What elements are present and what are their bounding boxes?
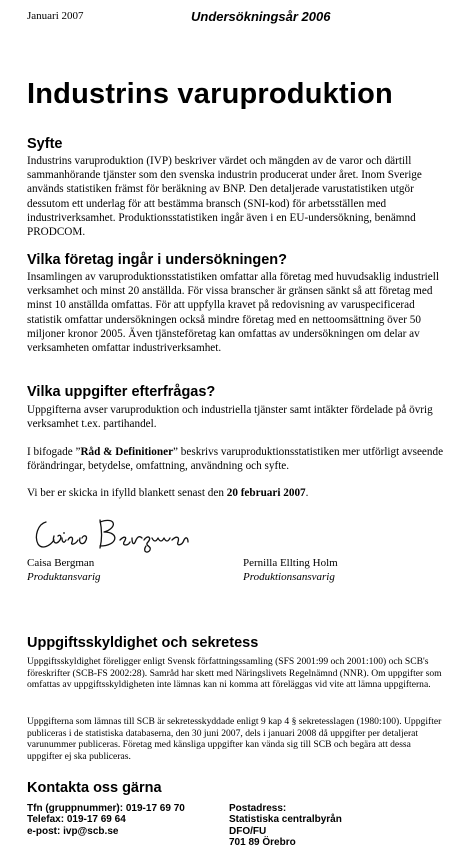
contact-email: e-post: ivp@scb.se xyxy=(27,825,119,837)
skyldighet-text-2: Uppgifterna som lämnas till SCB är sekretesskyddade enligt 9 kap 4 § sekretesslagen (1980:100). Uppgifter publiceras i de statistiska databaserna, den 30 juni 2007, dels i januari 2008 då uppgifter per detaljerat varunummer publiceras. Företag med känsliga uppgifter kan vända sig till SCB och begära att dessa uppgifter ej ska publiceras. xyxy=(27,716,442,762)
bifogade-post: ” beskrivs varuproduktionsstatistiken mer utförligt avseende förändringar, betydelse, omfattning, användning och syfte. xyxy=(27,446,444,473)
kontakt-heading: Kontakta oss gärna xyxy=(27,780,162,796)
contact-fax: Telefax: 019-17 69 64 xyxy=(27,814,126,826)
date-label: Januari 2007 xyxy=(27,10,84,22)
skyldighet-text-1: Uppgiftsskyldighet föreligger enligt Svensk författningssamling (SFS 2001:99 och 2001:100) och SCB's föreskrifter (SCB-FS 2002:28). Samråd har skett med Näringslivets Regelnämnd (NNR). Om uppgifter som omfattas av uppgiftsskyldigheten inte lämnas kan ni komma att föreläggas vid vite att lämna uppgifterna. xyxy=(27,656,442,691)
bifogade-text xyxy=(27,445,447,473)
deadline-text xyxy=(27,486,447,500)
signer-right-role: Produktionsansvarig xyxy=(243,571,335,583)
postal-org: Statistiska centralbyrån xyxy=(229,814,342,826)
rad-definitioner-ref: Råd & Definitioner xyxy=(80,446,174,458)
handwritten-signature xyxy=(32,512,192,554)
postal-city: 701 89 Örebro xyxy=(229,837,296,849)
uppgifter-text: Uppgifterna avser varuproduktion och industriella tjänster samt intäkter fördelade på övrig verksamhet t.ex. partihandel. xyxy=(27,404,433,431)
syfte-text: Industrins varuproduktion (IVP) beskriver värdet och mängden av de varor och därtill sammanhörande tjänster som den svenska industrin producerat under året. Inom Sverige används statistiken främst för beräkning av BNP. Den detaljerade varustatistiken utgör dessutom ett underlag för att bestämma bransch (SNI-kod) för arbetsställen med industriverksamhet. Produktionsstatistiken ingår även i en EU-undersökning, benämnd PRODCOM. xyxy=(27,155,422,239)
contact-right xyxy=(229,803,342,849)
deadline-post: . xyxy=(305,487,309,499)
contact-left xyxy=(27,803,185,837)
signer-left-name: Caisa Bergman xyxy=(27,557,95,569)
signer-right-name: Pernilla Ellting Holm xyxy=(243,557,338,569)
postal-address-label: Postadress: xyxy=(229,803,287,814)
deadline-date: 20 februari 2007 xyxy=(226,487,306,499)
foretag-text: Insamlingen av varuproduktionsstatistiken omfattar alla företag med huvudsaklig industriell verksamhet och minst 20 anställda. För vissa branscher är gränsen sänkt så att företag med minst 10 anställda omfattas. För att uppfylla kravet på redovisning av varuspecificerad statistik omfattar undersökningen också mindre företag med en nettoomsättning över 50 miljoner kronor 2005. Även tjänsteföretag kan omfattas av undersökningen om delar av verksamheten omfattar industriverksamhet. xyxy=(27,271,439,355)
survey-year-label: Undersökningsår 2006 xyxy=(191,9,331,24)
skyldighet-heading: Uppgiftsskyldighet och sekretess xyxy=(27,635,259,651)
bifogade-pre: I bifogade ” xyxy=(27,446,81,458)
syfte-heading: Syfte xyxy=(27,136,63,152)
uppgifter-heading: Vilka uppgifter efterfrågas? xyxy=(27,384,216,400)
contact-phone: Tfn (gruppnummer): 019-17 69 70 xyxy=(27,803,185,814)
foretag-heading: Vilka företag ingår i undersökningen? xyxy=(27,252,287,268)
page-title: Industrins varuproduktion xyxy=(27,78,393,110)
deadline-pre: Vi ber er skicka in ifylld blankett senast den xyxy=(27,487,227,499)
signer-left-role: Produktansvarig xyxy=(27,571,101,583)
postal-dept: DFO/FU xyxy=(229,825,267,837)
